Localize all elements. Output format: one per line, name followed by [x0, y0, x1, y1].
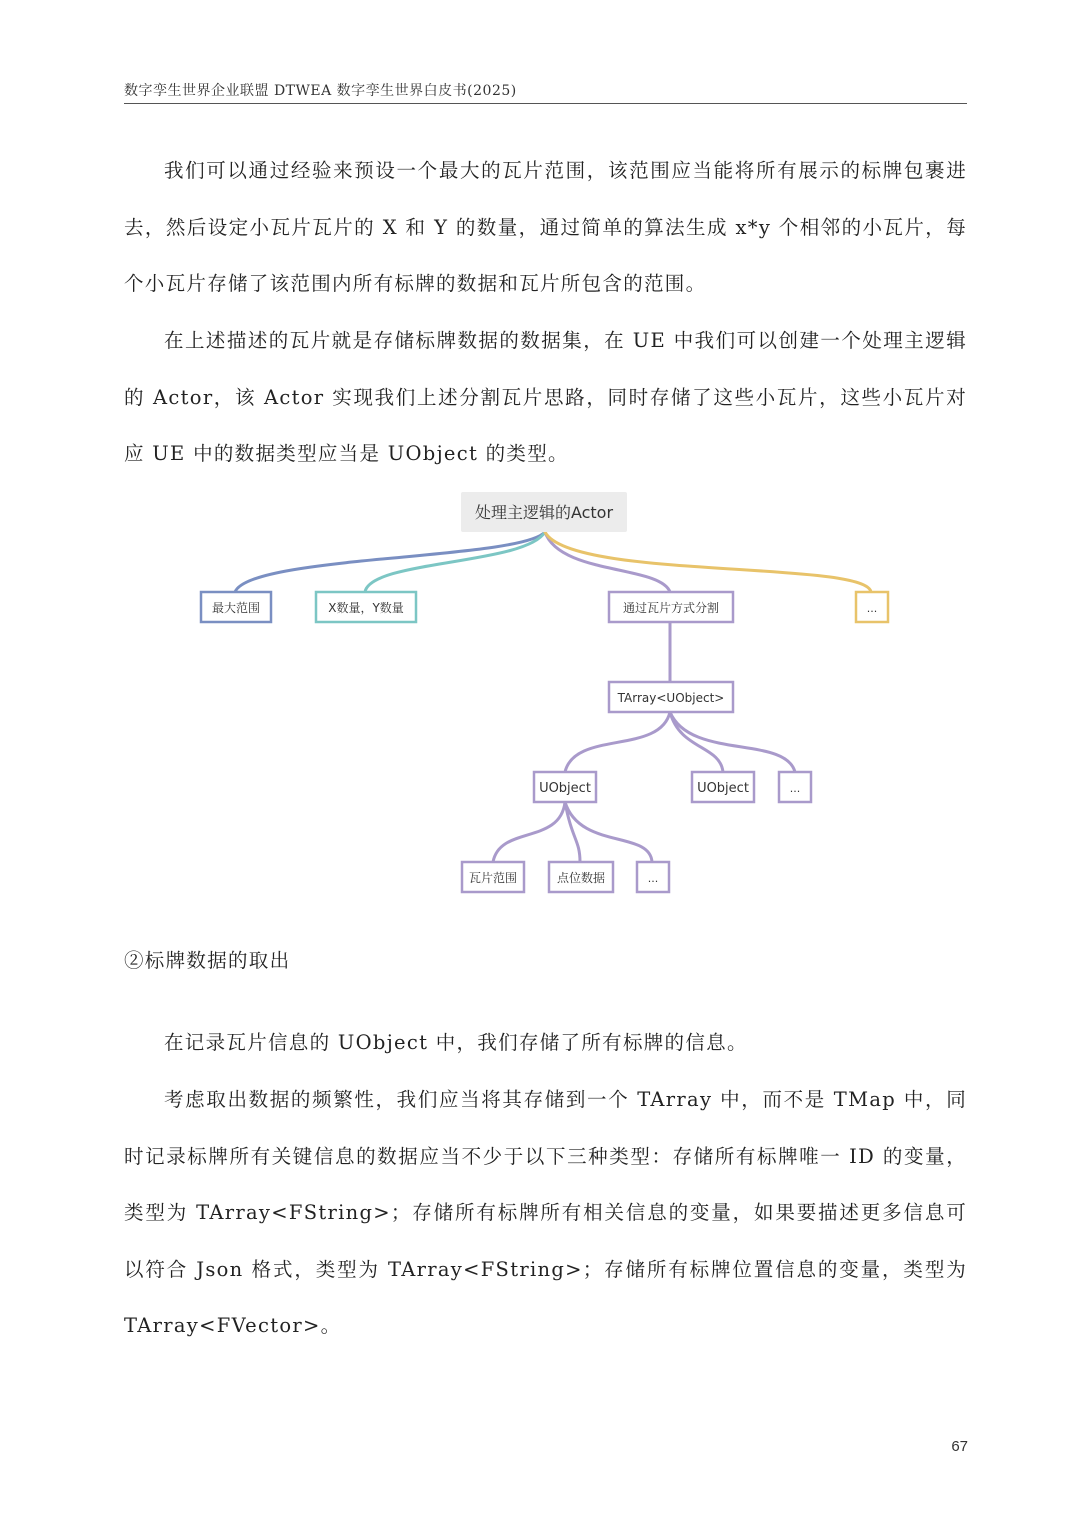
svg-text:X数量，Y数量: X数量，Y数量 — [328, 601, 404, 615]
svg-text:瓦片范围: 瓦片范围 — [468, 871, 518, 885]
connector-uobject-range — [493, 802, 565, 862]
svg-text:点位数据: 点位数据 — [556, 871, 606, 885]
svg-text:...: ... — [789, 782, 801, 795]
node-more-level4 — [637, 862, 669, 892]
connector-root-more — [545, 532, 871, 592]
body-paragraph-2: 在上述描述的瓦片就是存储标牌数据的数据集，在 UE 中我们可以创建一个处理主逻辑的 Actor，该 Actor 实现我们上述分割瓦片思路，同时存储了这些小瓦片，这些小瓦片对应 UE 中的数据类型应当是 UObject 的类型。 — [124, 329, 967, 466]
svg-text:UObject: UObject — [539, 781, 591, 796]
svg-text:处理主逻辑的Actor: 处理主逻辑的Actor — [474, 503, 614, 522]
svg-text:TArray<UObject>: TArray<UObject> — [617, 691, 725, 705]
node-more-level1 — [856, 592, 888, 622]
section-subheading: ②标牌数据的取出 — [124, 949, 291, 972]
root-node-actor — [461, 492, 627, 532]
svg-text:...: ... — [647, 872, 659, 885]
running-header: 数字孪生世界企业联盟 DTWEA 数字孪生世界白皮书(2025) — [124, 83, 517, 99]
connector-root-xy — [365, 532, 545, 592]
connector-array-uobject1 — [565, 712, 670, 772]
node-uobject-1 — [534, 772, 596, 802]
svg-text:UObject: UObject — [697, 781, 749, 796]
body-paragraph-4: 考虑取出数据的频繁性，我们应当将其存储到一个 TArray 中，而不是 TMap 中，同时记录标牌所有关键信息的数据应当不少于以下三种类型：存储所有标牌唯一 ID 的变量，类型为 TArray<FString>；存储所有标牌所有相关信息的变量，如果要描述更多信息可以符合 Json 格式，类型为 TArray<FString>；存储所有标牌位置信息的变量，类型为 TArray<FVector>。 — [124, 1088, 967, 1338]
node-tarray-uobject — [609, 682, 733, 712]
svg-text:通过瓦片方式分割: 通过瓦片方式分割 — [622, 601, 720, 615]
node-point-data — [549, 862, 613, 892]
connector-array-more — [670, 712, 795, 772]
node-tile-range — [462, 862, 524, 892]
node-xy-count — [316, 592, 416, 622]
connector-root-maxrange — [235, 532, 545, 592]
body-paragraph-1: 我们可以通过经验来预设一个最大的瓦片范围，该范围应当能将所有展示的标牌包裹进去，然后设定小瓦片瓦片的 X 和 Y 的数量，通过简单的算法生成 x*y 个相邻的小瓦片，每个小瓦片存储了该范围内所有标牌的数据和瓦片所包含的范围。 — [124, 159, 967, 296]
node-tile-split — [609, 592, 733, 622]
node-max-range — [201, 592, 271, 622]
svg-text:...: ... — [866, 602, 878, 615]
svg-text:最大范围: 最大范围 — [211, 601, 261, 615]
page-number: 67 — [951, 1438, 968, 1455]
body-paragraph-3: 在记录瓦片信息的 UObject 中，我们存储了所有标牌的信息。 — [164, 1031, 748, 1054]
node-more-level3 — [779, 772, 811, 802]
node-uobject-2 — [692, 772, 754, 802]
